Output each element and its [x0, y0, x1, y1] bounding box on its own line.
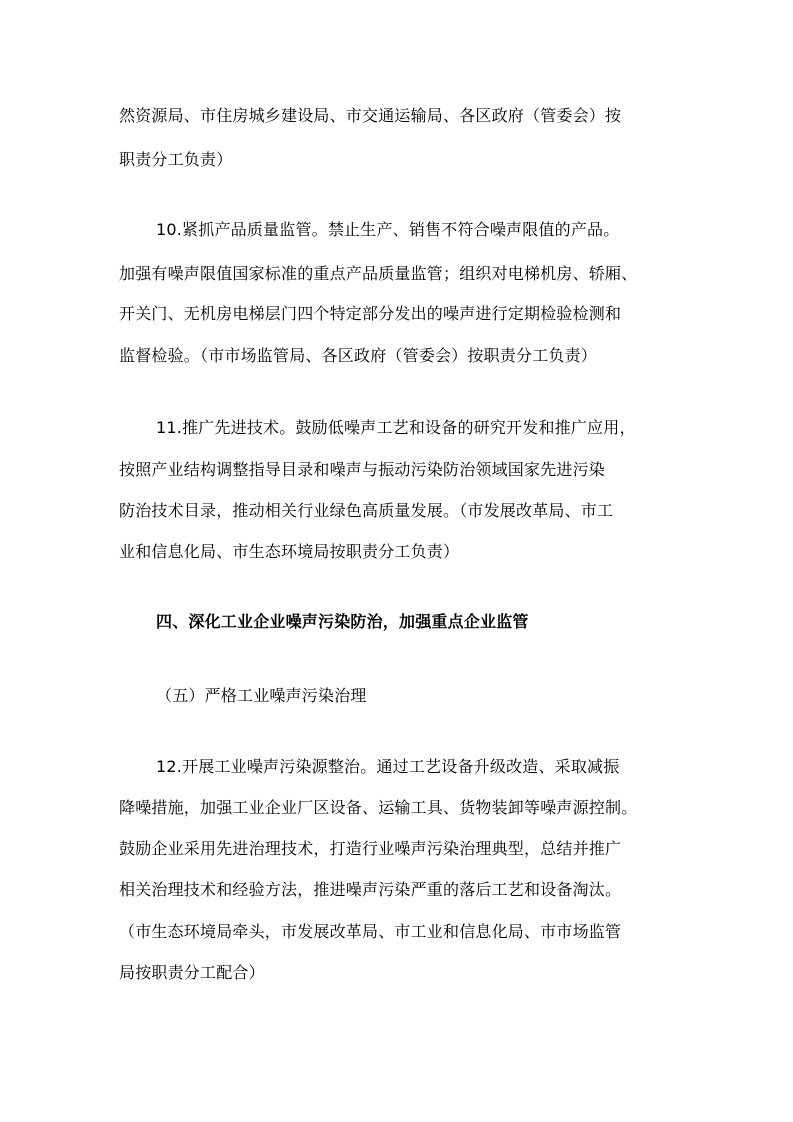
text-line: 按照产业结构调整指导目录和噪声与振动污染防治领域国家先进污染 [119, 460, 606, 479]
paragraph-12-start: 12.开展工业噪声污染源整治。通过工艺设备升级改造、采取减振 [156, 757, 620, 776]
text-line: 然资源局、市住房城乡建设局、市交通运输局、各区政府（管委会）按 [119, 106, 622, 125]
text-line: 局按职责分工配合） [119, 963, 265, 982]
text-line: 防治技术目录，推动相关行业绿色高质量发展。（市发展改革局、市工 [119, 501, 614, 520]
text-line: （市生态环境局牵头，市发展改革局、市工业和信息化局、市市场监管 [119, 922, 622, 941]
text-line: 开关门、无机房电梯层门四个特定部分发出的噪声进行定期检验检测和 [119, 304, 622, 323]
text-line: 业和信息化局、市生态环境局按职责分工负责） [119, 542, 460, 561]
paragraph-11-start: 11.推广先进技术。鼓励低噪声工艺和设备的研究开发和推广应用， [156, 418, 636, 437]
text-line: 职责分工负责） [119, 150, 233, 169]
subsection-heading: （五）严格工业噪声污染治理 [156, 686, 367, 705]
text-line: 鼓励企业采用先进治理技术，打造行业噪声污染治理典型，总结并推广 [119, 839, 622, 858]
text-line: 相关治理技术和经验方法，推进噪声污染严重的落后工艺和设备淘汰。 [119, 880, 622, 899]
text-line: 降噪措施，加强工业企业厂区设备、运输工具、货物装卸等噪声源控制。 [119, 798, 638, 817]
paragraph-10-start: 10.紧抓产品质量监管。禁止生产、销售不符合噪声限值的产品。 [156, 220, 620, 239]
section-heading: 四、深化工业企业噪声污染防治，加强重点企业监管 [156, 612, 529, 631]
text-line: 监督检验。（市市场监管局、各区政府（管委会）按职责分工负责） [119, 346, 598, 365]
text-line: 加强有噪声限值国家标准的重点产品质量监管；组织对电梯机房、轿厢、 [119, 264, 638, 283]
